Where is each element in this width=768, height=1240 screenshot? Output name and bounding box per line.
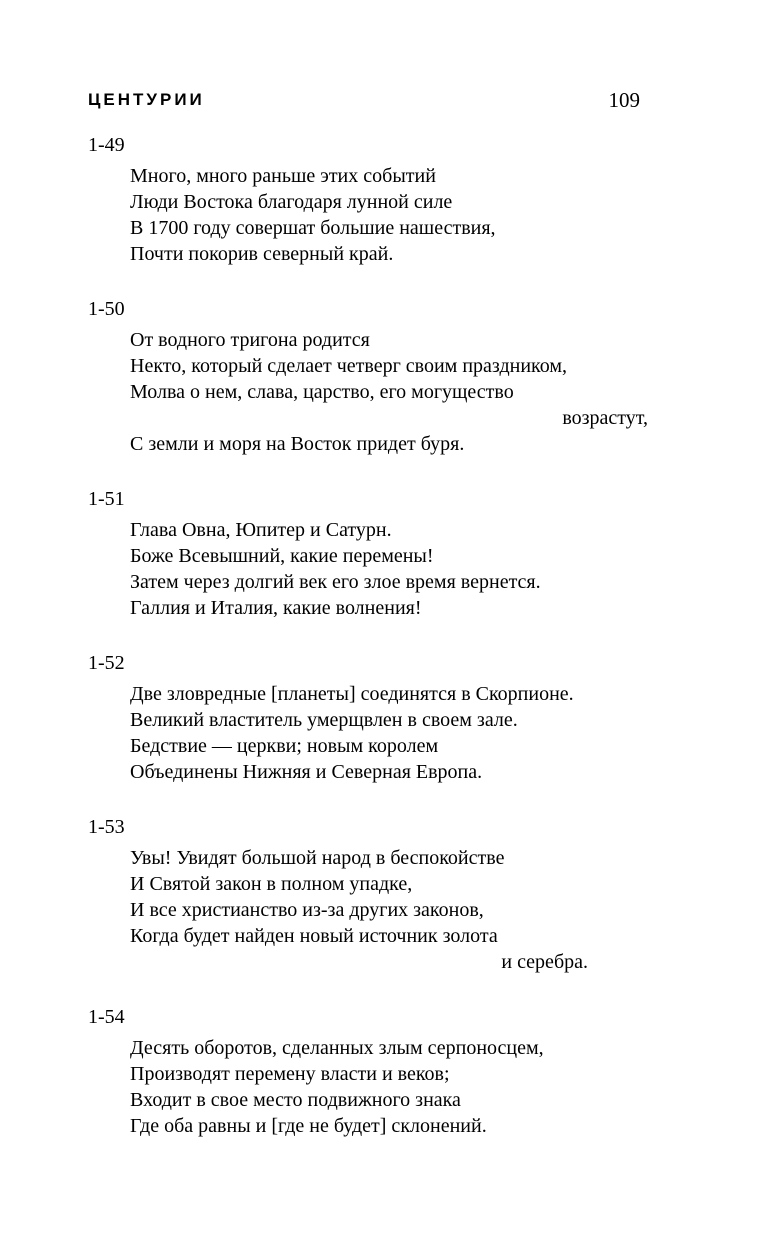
page-number: 109 xyxy=(608,88,640,112)
verse-line: Производят перемену власти и веков; xyxy=(130,1063,450,1085)
verse-line: Некто, который сделает четверг своим праздником, xyxy=(130,355,568,377)
quatrain-1-53 xyxy=(88,814,648,975)
verse-line: С земли и моря на Восток придет буря. xyxy=(130,433,465,455)
verse-line: В 1700 году совершат большие нашествия, xyxy=(130,217,496,239)
quatrain-number: 1-51 xyxy=(88,488,125,510)
verse-line: И все христианство из-за других законов, xyxy=(130,899,484,921)
verse-line: Молва о нем, слава, царство, его могущество xyxy=(130,381,514,403)
verse-line: Почти покорив северный край. xyxy=(130,243,394,265)
quatrain-1-50 xyxy=(88,296,648,457)
verse-line: Много, много раньше этих событий xyxy=(130,165,436,187)
quatrain-number: 1-50 xyxy=(88,298,125,320)
verse-line: Боже Всевышний, какие перемены! xyxy=(130,545,434,567)
verse-line-continuation: и серебра. xyxy=(501,951,588,973)
verse-line: Объединены Нижняя и Северная Европа. xyxy=(130,761,483,783)
verse-line: Бедствие — церкви; новым королем xyxy=(130,735,439,757)
verse-line: Входит в свое место подвижного знака xyxy=(130,1089,461,1111)
quatrain-list xyxy=(88,132,648,1168)
quatrain-1-49 xyxy=(88,132,648,267)
verse-line-continuation: возрастут, xyxy=(562,407,648,429)
verse-line: Когда будет найден новый источник золота xyxy=(130,925,498,947)
quatrain-number: 1-49 xyxy=(88,134,125,156)
verse-line: От водного тригона родится xyxy=(130,329,370,351)
verse-line: Две зловредные [планеты] соединятся в Скорпионе. xyxy=(130,683,574,705)
verse-line: Увы! Увидят большой народ в беспокойстве xyxy=(130,847,505,869)
quatrain-number: 1-53 xyxy=(88,816,125,838)
verse-line: Десять оборотов, сделанных злым серпоносцем, xyxy=(130,1037,544,1059)
verse-line: Люди Востока благодаря лунной силе xyxy=(130,191,453,213)
running-head: ЦЕНТУРИИ xyxy=(88,90,205,109)
verse-line: Где оба равны и [где не будет] склонений. xyxy=(130,1115,487,1137)
quatrain-1-54 xyxy=(88,1004,648,1139)
verse-line: Затем через долгий век его злое время вернется. xyxy=(130,571,541,593)
quatrain-number: 1-52 xyxy=(88,652,125,674)
verse-line: И Святой закон в полном упадке, xyxy=(130,873,413,895)
quatrain-1-51 xyxy=(88,486,648,621)
quatrain-number: 1-54 xyxy=(88,1006,125,1028)
verse-line: Галлия и Италия, какие волнения! xyxy=(130,597,422,619)
quatrain-1-52 xyxy=(88,650,648,785)
verse-line: Глава Овна, Юпитер и Сатурн. xyxy=(130,519,392,541)
verse-line: Великий властитель умерщвлен в своем зале. xyxy=(130,709,518,731)
